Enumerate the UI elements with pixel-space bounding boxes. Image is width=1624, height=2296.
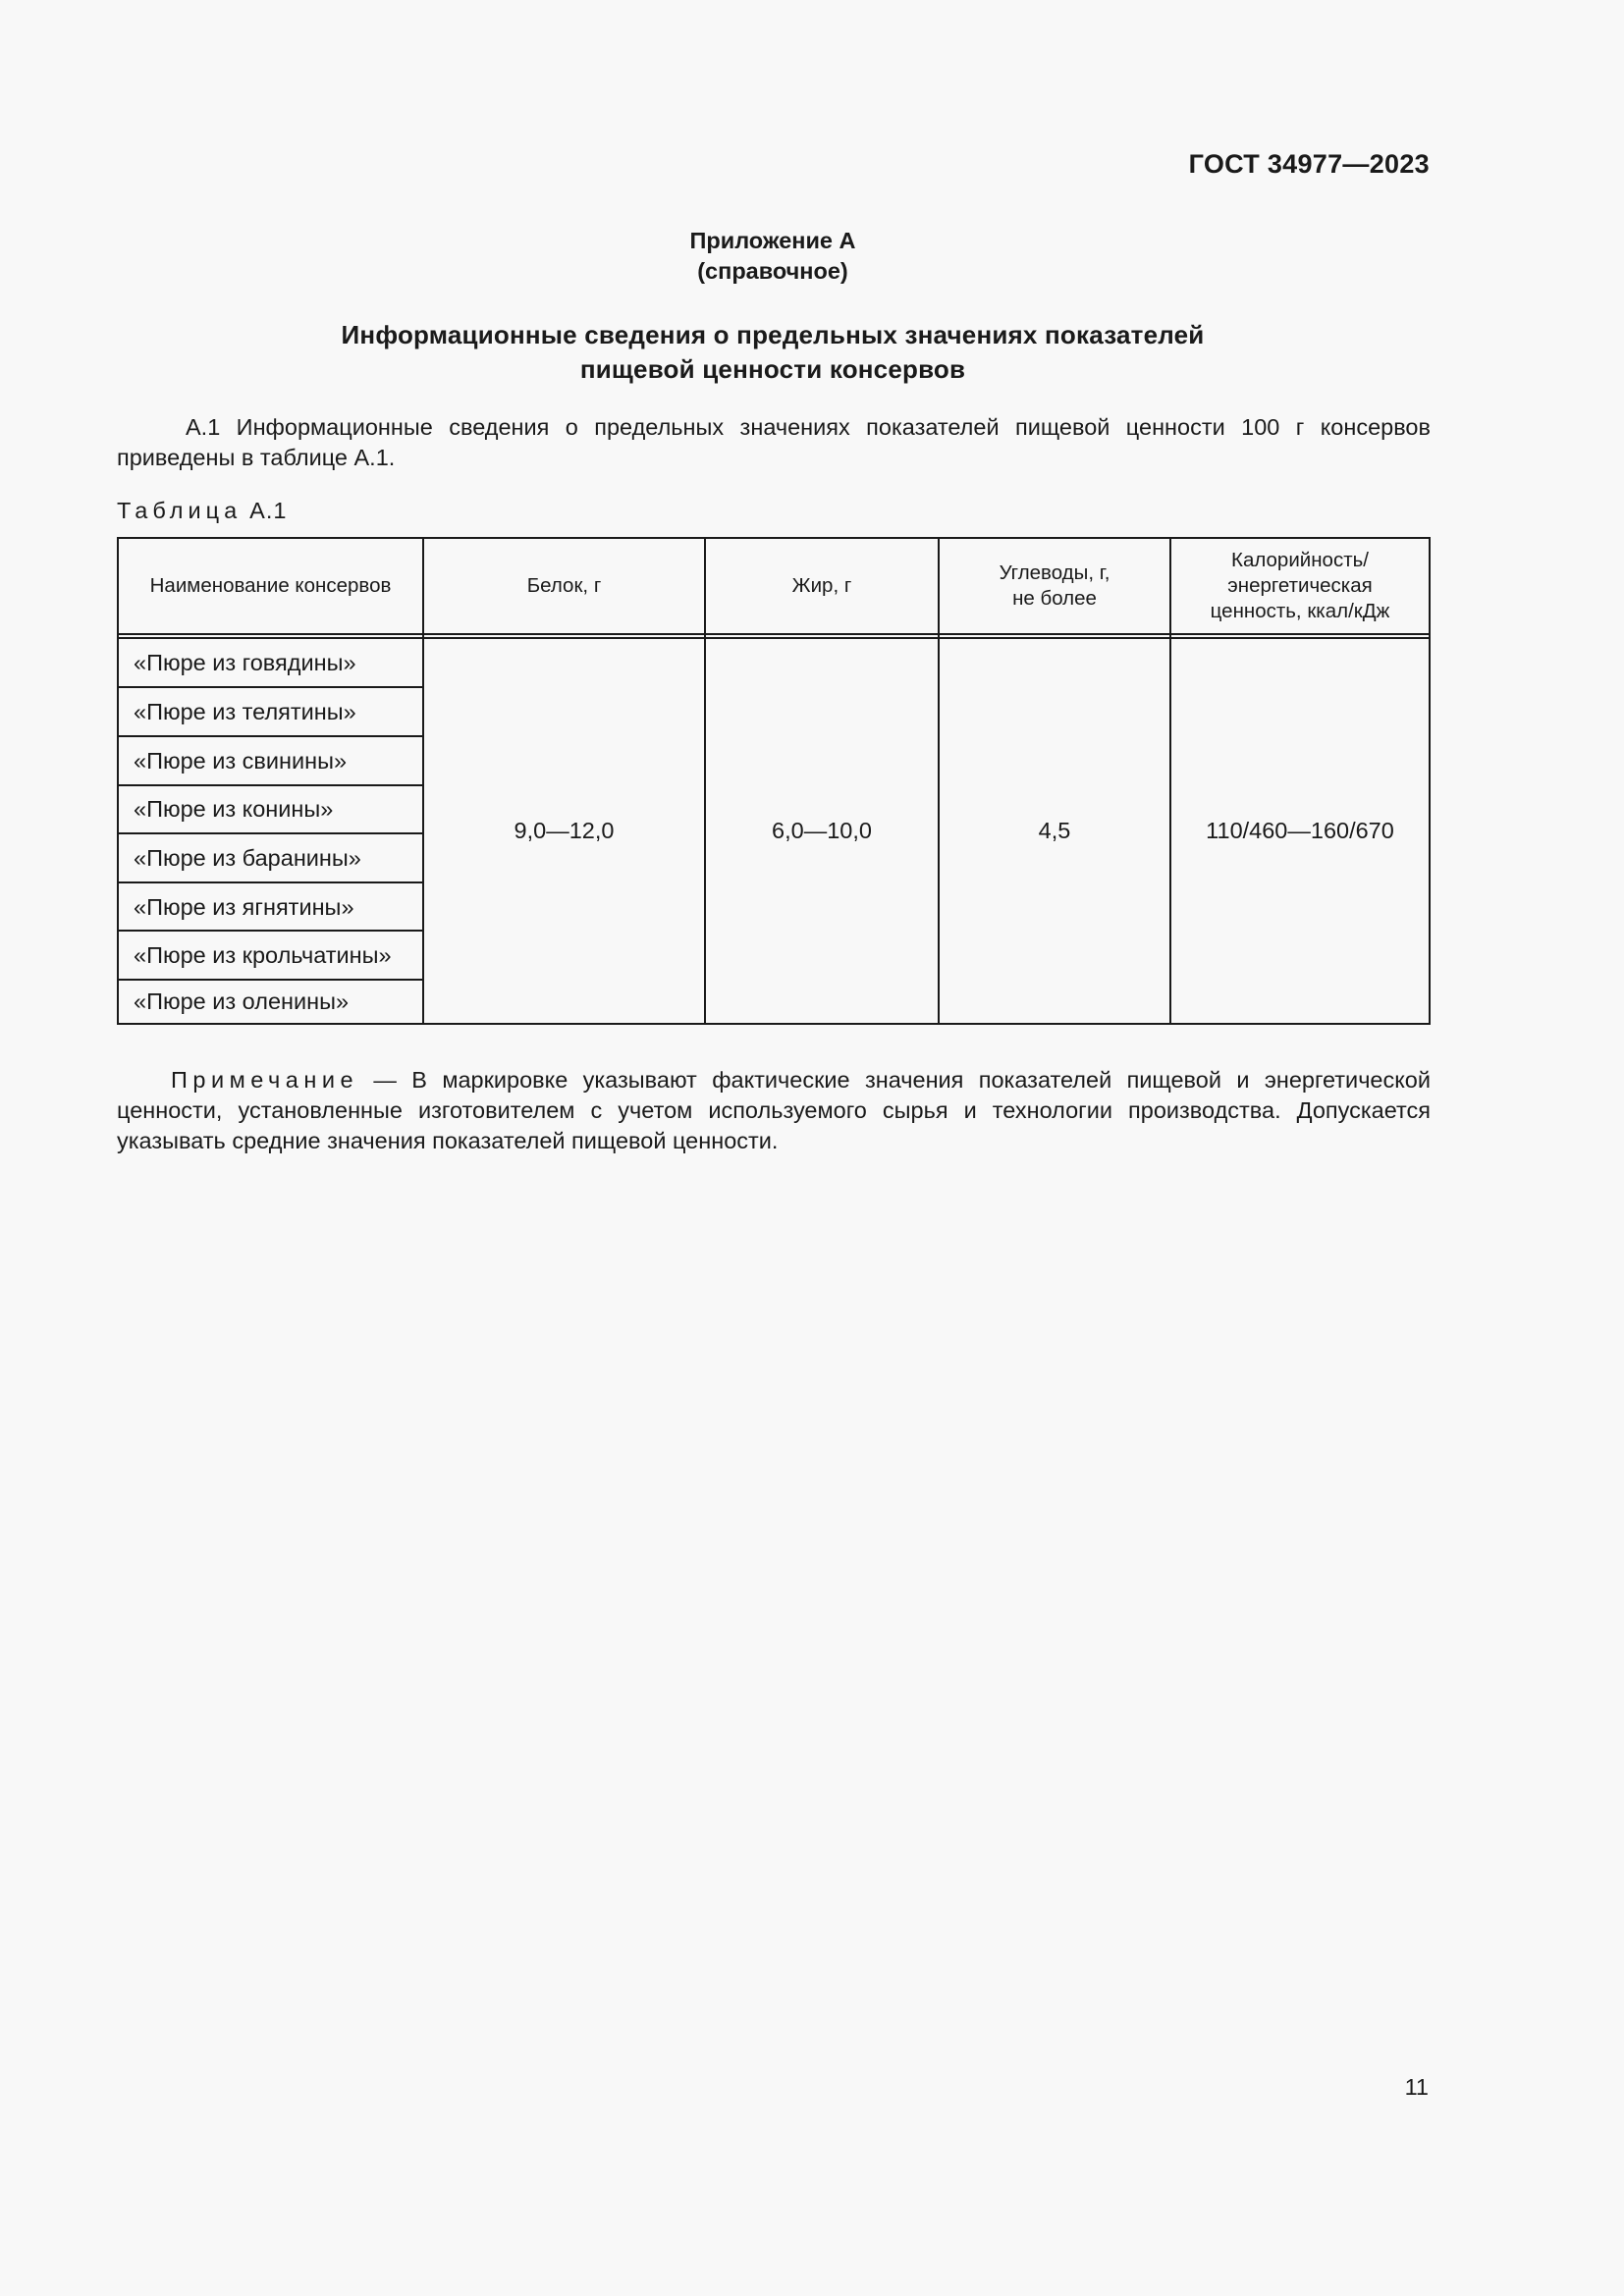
note-text: — В маркировке указывают фактические значения показателей пищевой и энергетической ценности, установленные изготовителем с учетом используемого сырья и технологии производства. Допускается указывать средние значения показателей пищевой ценности. [117, 1067, 1431, 1153]
header-carbs [940, 539, 1169, 633]
section-title-line-1: Информационные сведения о предельных значениях показателей [341, 320, 1205, 349]
header-carbs-line-1: Углеводы, г, [999, 561, 1110, 584]
table-row-name: «Пюре из конины» [134, 796, 334, 822]
table-note [117, 1065, 1431, 1156]
header-energy-line-3: ценность, ккал/кДж [1210, 600, 1390, 622]
table-row-name: «Пюре из говядины» [134, 650, 356, 675]
table-row-name: «Пюре из оленины» [134, 988, 350, 1014]
appendix-label: Приложение А [689, 228, 856, 253]
header-energy-line-2: энергетическая [1227, 574, 1373, 597]
header-protein: Белок, г [526, 574, 602, 597]
table-caption-word: Таблица [117, 498, 243, 523]
nutrition-table [117, 537, 1431, 1025]
appendix-kind: (справочное) [697, 258, 848, 284]
protein-value: 9,0—12,0 [514, 818, 615, 843]
table-row-name: «Пюре из свинины» [134, 748, 348, 774]
intro-paragraph: А.1 Информационные сведения о предельных значениях показателей пищевой ценности 100 г консервов приведены в таблице А.1. [117, 414, 1431, 470]
table-caption-number: А.1 [249, 498, 288, 523]
header-separator [119, 633, 1429, 635]
note-label: Примечание [171, 1067, 359, 1093]
section-title [0, 318, 1545, 387]
header-energy [1171, 539, 1429, 633]
table-row-name: «Пюре из телятины» [134, 699, 356, 724]
fat-value: 6,0—10,0 [772, 818, 872, 843]
header-energy-line-1: Калорийность/ [1231, 549, 1369, 571]
carbs-value: 4,5 [1038, 818, 1071, 843]
table-row-name: «Пюре из крольчатины» [134, 942, 392, 968]
table-caption [117, 496, 287, 526]
header-fat: Жир, г [791, 574, 852, 597]
section-title-line-2: пищевой ценности консервов [579, 354, 966, 384]
header-carbs-line-2: не более [1012, 587, 1097, 610]
table-row-name: «Пюре из баранины» [134, 845, 361, 871]
page-number: 11 [1404, 2074, 1429, 2100]
appendix-heading [0, 226, 1545, 287]
header-name: Наименование консервов [149, 574, 392, 597]
energy-value: 110/460—160/670 [1206, 818, 1394, 843]
document-code: ГОСТ 34977—2023 [1188, 149, 1430, 179]
table-row-name: «Пюре из ягнятины» [134, 894, 354, 920]
